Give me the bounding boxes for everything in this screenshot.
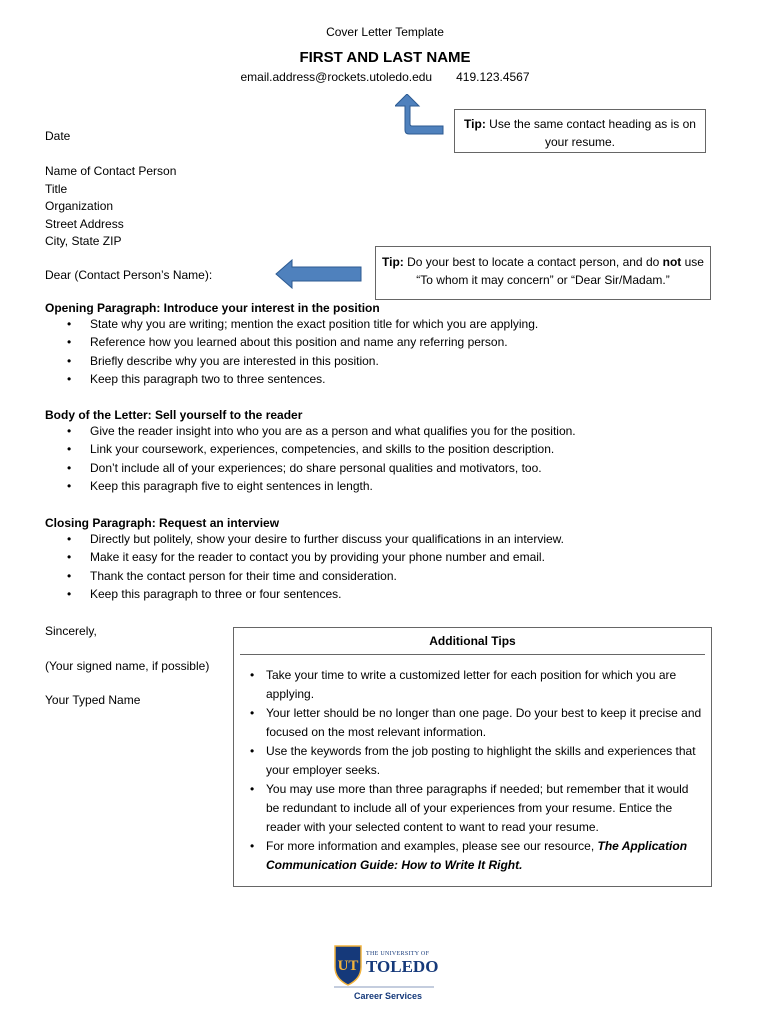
list-item: • Give the reader insight into who you are as a person and what qualifies you for the position.	[67, 424, 576, 438]
additional-tips-list	[234, 666, 704, 875]
address-block	[45, 163, 176, 251]
salutation: Dear (Contact Person’s Name):	[45, 268, 213, 282]
tip-box-contact-person	[375, 246, 711, 300]
tip-label: Tip:	[382, 255, 404, 269]
section-heading: Closing Paragraph: Request an interview	[45, 516, 280, 530]
list-item: • Reference how you learned about this position and name any referring person.	[67, 335, 508, 350]
applicant-name: FIRST AND LAST NAME	[299, 49, 471, 66]
list-item: • Make it easy for the reader to contact you by providing your phone number and email.	[67, 550, 545, 565]
logo-line2: TOLEDO	[366, 957, 439, 976]
address-street: Street Address	[45, 216, 124, 231]
bullet-list	[45, 530, 745, 603]
list-item: • Keep this paragraph to three or four sentences.	[67, 586, 342, 601]
address-organization: Organization	[45, 199, 114, 213]
bullet-list	[45, 315, 745, 388]
address-title: Title	[45, 181, 68, 196]
bullet-list	[45, 422, 745, 495]
section-heading: Opening Paragraph: Introduce your interest in the position	[45, 301, 380, 315]
list-item: • Keep this paragraph two to three sentences.	[67, 371, 326, 386]
university-logo	[334, 945, 439, 1005]
sign-off: Sincerely,	[45, 624, 97, 638]
tip-box-contact-heading	[454, 109, 706, 153]
address-contact-name: Name of Contact Person	[45, 164, 177, 178]
list-item: • Take your time to write a customized letter for each position for which you are applying.	[250, 668, 677, 701]
list-item: • Briefly describe why you are interested in this position.	[67, 353, 379, 368]
list-item: • Keep this paragraph five to eight sentences in length.	[67, 478, 373, 493]
section-heading: Body of the Letter: Sell yourself to the reader	[45, 408, 303, 422]
tip-text-continued: use “To whom it may concern” or “Dear Sir/Madam.”	[416, 255, 704, 287]
tip-text: Use the same contact heading as is on your resume.	[485, 117, 696, 149]
list-item: • Your letter should be no longer than one page. Do your best to keep it precise and focused on the most relevant information.	[250, 706, 702, 739]
svg-text:UT: UT	[337, 958, 359, 974]
logo-line3: Career Services	[354, 991, 423, 1001]
document-title: Cover Letter Template	[326, 25, 444, 39]
list-item: • Directly but politely, show your desire to further discuss your qualifications in an interview.	[67, 532, 564, 546]
tip-label: Tip:	[464, 117, 486, 131]
list-item: • You may use more than three paragraphs if needed; but remember that it would be redundant to include all of your experiences from your resume. Entice the reader with your selected content to want to read your resume.	[250, 782, 689, 834]
signed-name: (Your signed name, if possible)	[45, 659, 210, 673]
logo-line1: THE UNIVERSITY OF	[366, 951, 430, 957]
address-city-state-zip: City, State ZIP	[45, 234, 122, 248]
email-text: email.address@rockets.utoledo.edu	[240, 70, 433, 84]
section-opening	[45, 301, 745, 388]
list-item: • Thank the contact person for their time and consideration.	[67, 568, 397, 583]
tip-bold-word: not	[662, 255, 682, 269]
list-item: • For more information and examples, please see our resource, The Application Communication Guide: How to Write It Right.	[250, 839, 688, 872]
list-item: • State why you are writing; mention the exact position title for which you are applying.	[67, 317, 539, 331]
contact-line	[0, 70, 770, 84]
section-closing	[45, 516, 745, 603]
list-item: • Use the keywords from the job posting to highlight the skills and experiences that your employer seeks.	[250, 744, 696, 777]
list-item: • Link your coursework, experiences, competencies, and skills to the position description.	[67, 442, 555, 457]
phone-text: 419.123.4567	[456, 70, 530, 84]
additional-tips-box	[233, 627, 712, 887]
bent-arrow-up-icon	[395, 94, 447, 138]
date-line: Date	[45, 129, 71, 143]
tip-text: Do your best to locate a contact person, and do	[403, 255, 663, 269]
list-item: • Don’t include all of your experiences; do share personal qualities and motivators, too.	[67, 460, 542, 475]
resource-title: The Application Communication Guide: How to Write It Right.	[266, 839, 688, 872]
typed-name: Your Typed Name	[45, 693, 141, 707]
left-arrow-icon	[275, 259, 363, 289]
divider	[240, 654, 705, 655]
section-body	[45, 408, 745, 495]
additional-tips-title: Additional Tips	[429, 634, 516, 648]
